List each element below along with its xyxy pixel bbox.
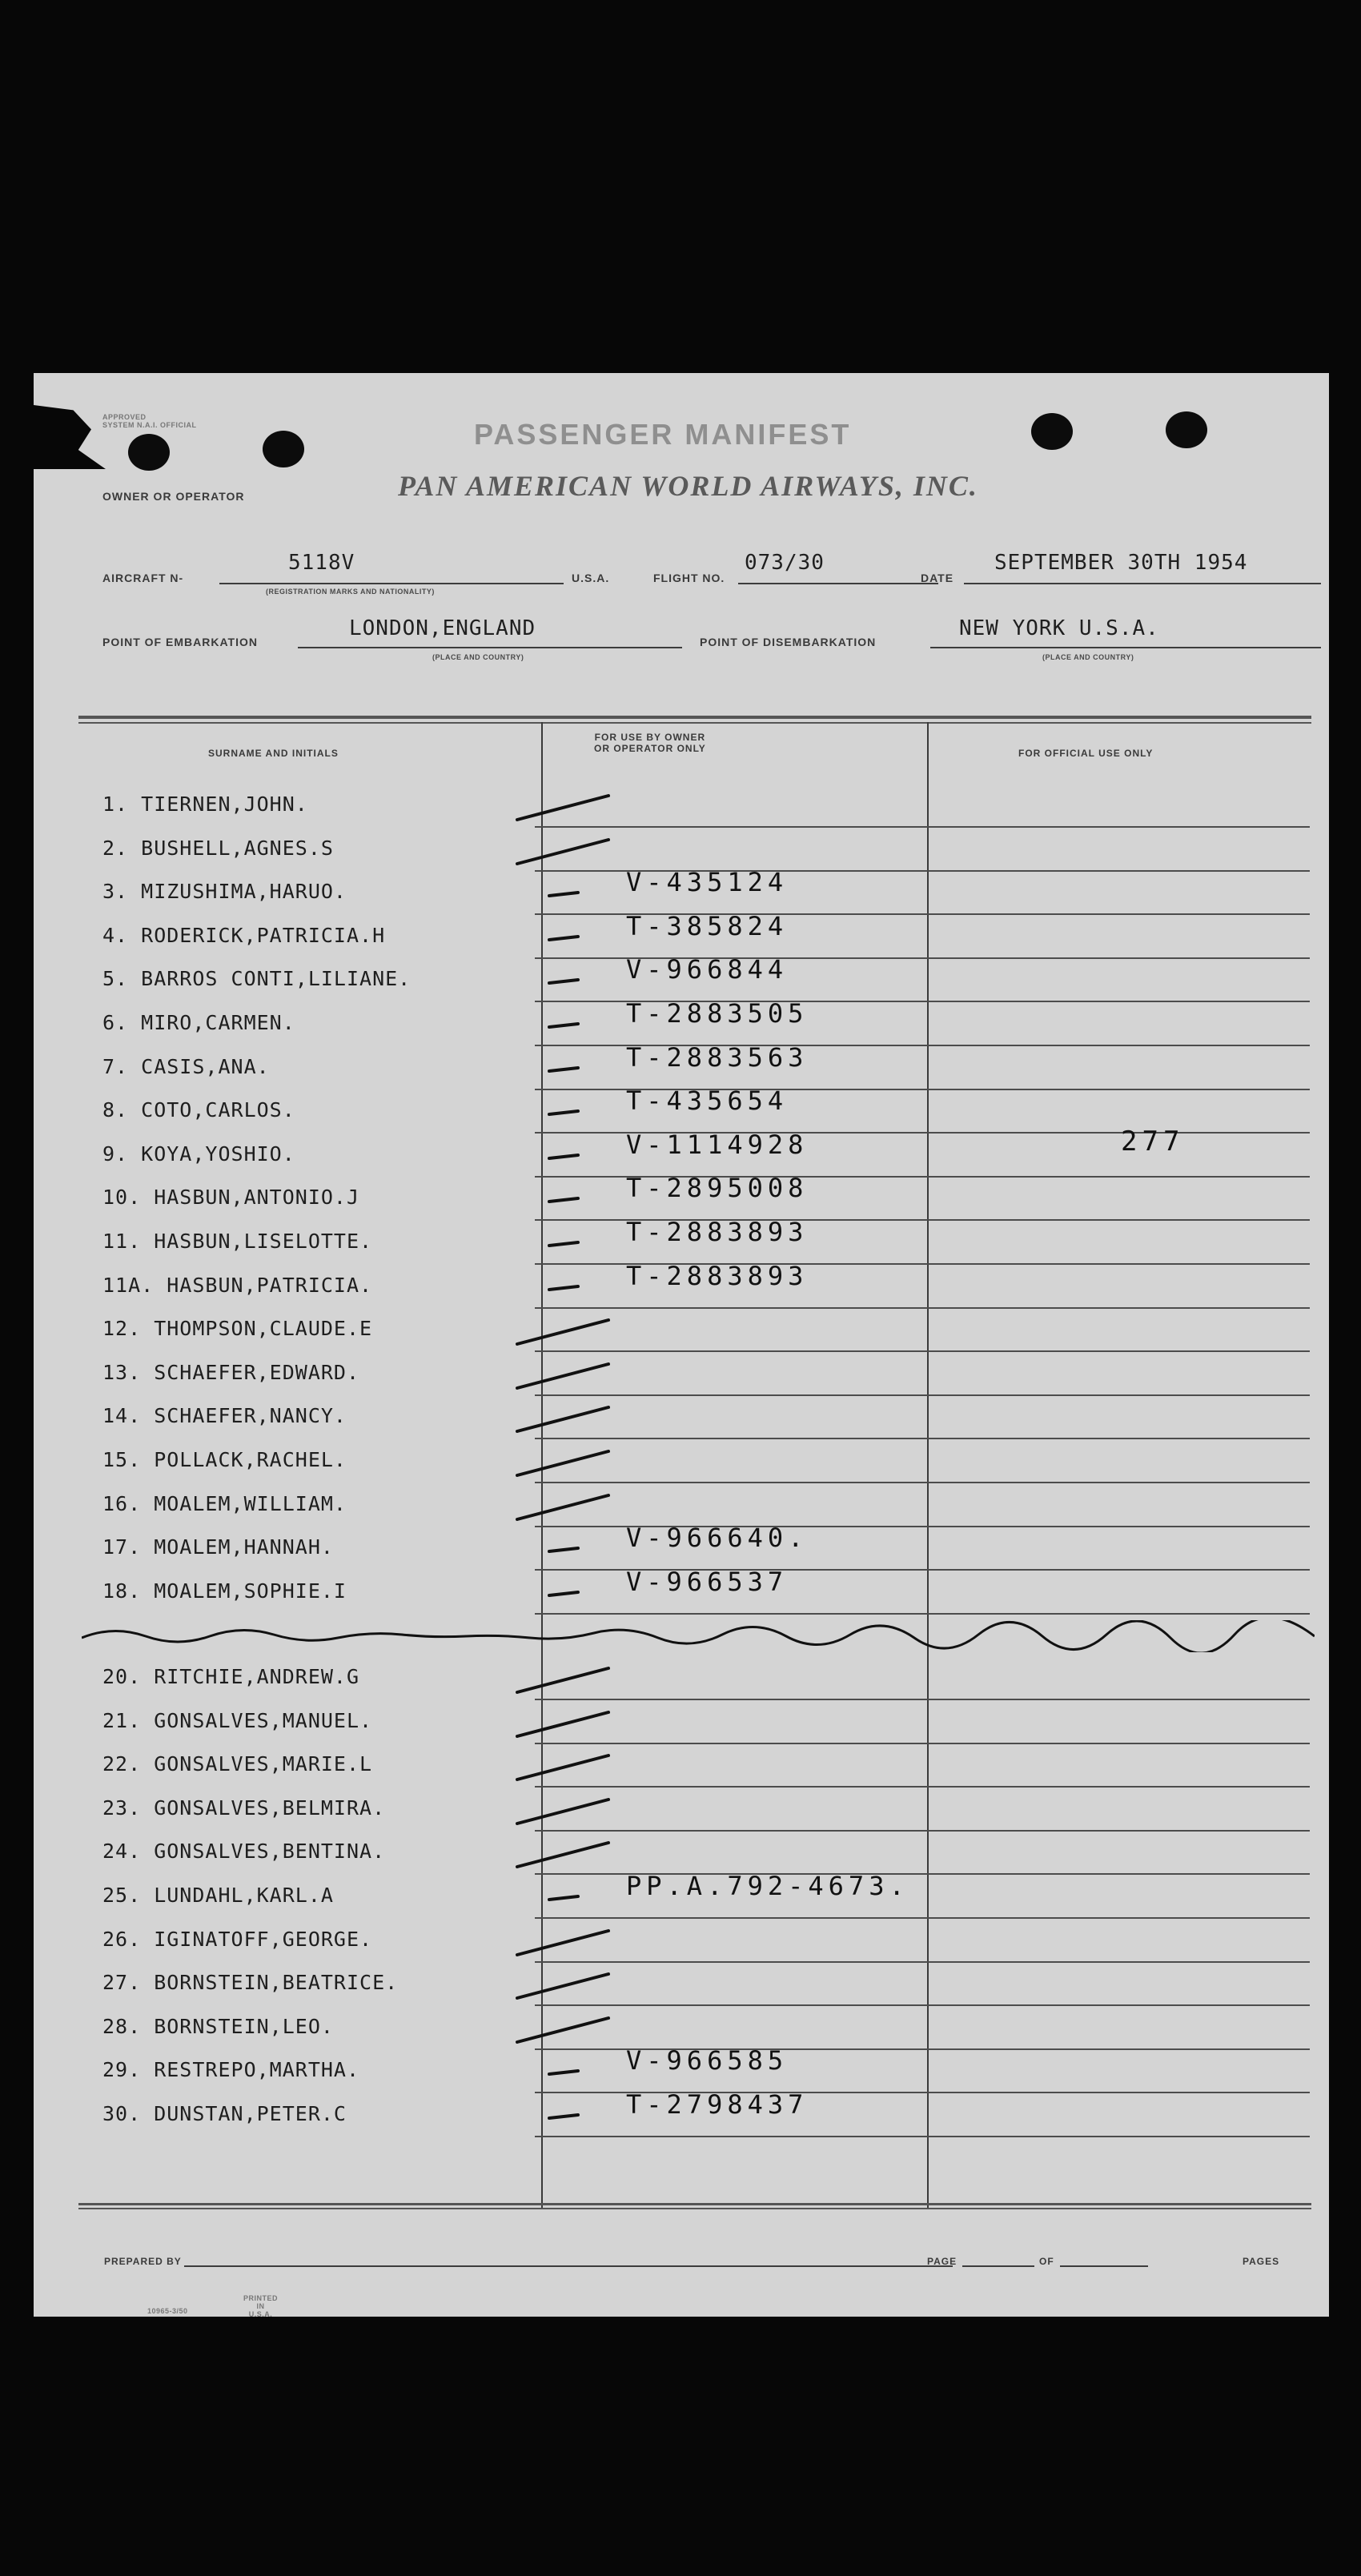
aircraft-sublabel: (REGISTRATION MARKS AND NATIONALITY) bbox=[266, 588, 435, 596]
check-mark-icon bbox=[501, 1657, 613, 1700]
passenger-name: 26. IGINATOFF,GEORGE. bbox=[102, 1927, 373, 1951]
passport-number: T-435654 bbox=[626, 1085, 789, 1117]
list-item bbox=[34, 1440, 1329, 1483]
list-item bbox=[34, 1657, 1329, 1700]
printed-stamp: PRINTED IN U.S.A. bbox=[243, 2294, 279, 2318]
punch-hole bbox=[1031, 413, 1073, 450]
list-item bbox=[34, 1309, 1329, 1352]
list-item bbox=[34, 1871, 1329, 1919]
date-value: SEPTEMBER 30TH 1954 bbox=[994, 551, 1248, 575]
passenger-name: 3. MIZUSHIMA,HARUO. bbox=[102, 880, 347, 904]
check-mark-icon bbox=[501, 1701, 613, 1744]
embark-value: LONDON,ENGLAND bbox=[349, 616, 536, 640]
of-line bbox=[1060, 2265, 1148, 2267]
owner-label: OWNER OR OPERATOR bbox=[102, 490, 245, 503]
list-item bbox=[34, 1484, 1329, 1527]
check-mark-icon bbox=[501, 1920, 613, 1963]
check-mark-icon bbox=[501, 2094, 613, 2137]
list-item bbox=[34, 910, 1329, 959]
approved-stamp: APPROVED SYSTEM N.A.I. OFFICIAL bbox=[102, 413, 197, 429]
passenger-name: 23. GONSALVES,BELMIRA. bbox=[102, 1796, 386, 1820]
check-mark-icon bbox=[501, 1178, 613, 1221]
passenger-name: 9. KOYA,YOSHIO. bbox=[102, 1142, 295, 1166]
check-mark-icon bbox=[501, 872, 613, 915]
check-mark-icon bbox=[501, 1571, 613, 1615]
passenger-name: 6. MIRO,CARMEN. bbox=[102, 1011, 295, 1034]
list-item bbox=[34, 829, 1329, 872]
list-item bbox=[34, 1173, 1329, 1221]
pages-label: PAGES bbox=[1243, 2256, 1280, 2267]
wavy-break-line bbox=[82, 1620, 1315, 1652]
table-top-rule bbox=[78, 716, 1311, 719]
passenger-name: 1. TIERNEN,JOHN. bbox=[102, 792, 308, 816]
passenger-name: 14. SCHAEFER,NANCY. bbox=[102, 1404, 347, 1428]
flight-line bbox=[738, 583, 938, 584]
passenger-name: 11. HASBUN,LISELOTTE. bbox=[102, 1230, 373, 1253]
table-bottom-rule bbox=[78, 2208, 1311, 2209]
passenger-name: 27. BORNSTEIN,BEATRICE. bbox=[102, 1971, 399, 1995]
list-item bbox=[34, 1396, 1329, 1439]
passport-number: T-2883505 bbox=[626, 998, 809, 1029]
check-mark-icon bbox=[501, 1396, 613, 1439]
passport-number: T-385824 bbox=[626, 910, 789, 941]
company-name: PAN AMERICAN WORLD AIRWAYS, INC. bbox=[398, 470, 978, 502]
check-mark-icon bbox=[501, 784, 613, 828]
check-mark-icon bbox=[501, 1484, 613, 1527]
list-item bbox=[34, 2089, 1329, 2137]
passenger-name: 20. RITCHIE,ANDREW.G bbox=[102, 1665, 360, 1688]
embark-sublabel: (PLACE AND COUNTRY) bbox=[432, 653, 524, 661]
check-mark-icon bbox=[501, 1134, 613, 1178]
list-item bbox=[34, 1701, 1329, 1744]
disembark-line bbox=[930, 647, 1321, 648]
passport-number: T-2883563 bbox=[626, 1041, 809, 1073]
passport-number: T-2798437 bbox=[626, 2089, 809, 2120]
column-header-names: SURNAME AND INITIALS bbox=[208, 748, 339, 759]
aircraft-line bbox=[219, 583, 564, 584]
manifest-sheet bbox=[34, 373, 1329, 2317]
check-mark-icon bbox=[501, 1832, 613, 1875]
list-item bbox=[34, 867, 1329, 915]
check-mark-icon bbox=[501, 1527, 613, 1571]
flight-value: 073/30 bbox=[745, 551, 825, 575]
column-header-owner: FOR USE BY OWNER OR OPERATOR ONLY bbox=[594, 732, 706, 754]
list-item bbox=[34, 784, 1329, 828]
passenger-name: 10. HASBUN,ANTONIO.J bbox=[102, 1186, 360, 1210]
list-item bbox=[34, 1260, 1329, 1309]
check-mark-icon bbox=[501, 1744, 613, 1788]
punch-hole bbox=[128, 434, 170, 471]
check-mark-icon bbox=[501, 2007, 613, 2050]
check-mark-icon bbox=[501, 1047, 613, 1090]
list-item bbox=[34, 1832, 1329, 1875]
embark-line bbox=[298, 647, 682, 648]
passport-number: T-2895008 bbox=[626, 1173, 809, 1204]
passport-number: V-966844 bbox=[626, 954, 789, 985]
passenger-name: 17. MOALEM,HANNAH. bbox=[102, 1535, 334, 1559]
passenger-name: 21. GONSALVES,MANUEL. bbox=[102, 1708, 373, 1732]
passenger-name: 25. LUNDAHL,KARL.A bbox=[102, 1884, 334, 1907]
date-label: DATE bbox=[921, 572, 954, 584]
passport-number: T-2883893 bbox=[626, 1217, 809, 1247]
country-label: U.S.A. bbox=[572, 572, 610, 584]
list-item bbox=[34, 2045, 1329, 2093]
check-mark-icon bbox=[501, 1266, 613, 1309]
disembark-sublabel: (PLACE AND COUNTRY) bbox=[1042, 653, 1134, 661]
disembark-value: NEW YORK U.S.A. bbox=[959, 616, 1159, 640]
list-item bbox=[34, 1523, 1329, 1571]
check-mark-icon bbox=[501, 916, 613, 959]
column-header-official: FOR OFFICIAL USE ONLY bbox=[1018, 748, 1154, 759]
check-mark-icon bbox=[501, 1353, 613, 1396]
passenger-name: 4. RODERICK,PATRICIA.H bbox=[102, 923, 386, 947]
check-mark-icon bbox=[501, 2050, 613, 2093]
prepared-by-line bbox=[184, 2265, 953, 2267]
passport-number: V-1114928 bbox=[626, 1129, 809, 1160]
aircraft-value: 5118V bbox=[288, 551, 355, 575]
list-item bbox=[34, 1920, 1329, 1963]
disembark-label: POINT OF DISEMBARKATION bbox=[700, 636, 877, 648]
passenger-name: 28. BORNSTEIN,LEO. bbox=[102, 2014, 334, 2038]
passenger-name: 29. RESTREPO,MARTHA. bbox=[102, 2058, 360, 2082]
check-mark-icon bbox=[501, 1222, 613, 1265]
passenger-name: 13. SCHAEFER,EDWARD. bbox=[102, 1360, 360, 1384]
flight-label: FLIGHT NO. bbox=[653, 572, 725, 584]
prepared-by-label: PREPARED BY bbox=[104, 2256, 182, 2267]
date-line bbox=[964, 583, 1321, 584]
passenger-name: 12. THOMPSON,CLAUDE.E bbox=[102, 1317, 373, 1341]
passenger-name: 11A. HASBUN,PATRICIA. bbox=[102, 1273, 373, 1297]
passport-number: PP.A.792-4673. bbox=[626, 1871, 909, 1901]
page-label: PAGE bbox=[927, 2256, 958, 2267]
torn-corner bbox=[34, 405, 106, 469]
passenger-name: 24. GONSALVES,BENTINA. bbox=[102, 1840, 386, 1864]
punch-hole bbox=[263, 431, 304, 467]
list-item bbox=[34, 1963, 1329, 2006]
check-mark-icon bbox=[501, 829, 613, 872]
passport-number: V-966585 bbox=[626, 2045, 789, 2076]
list-item bbox=[34, 1217, 1329, 1265]
passport-number: V-966640. bbox=[626, 1523, 809, 1554]
passenger-name: 30. DUNSTAN,PETER.C bbox=[102, 2102, 347, 2125]
check-mark-icon bbox=[501, 1309, 613, 1352]
list-item bbox=[34, 954, 1329, 1002]
list-item bbox=[34, 1744, 1329, 1788]
check-mark-icon bbox=[501, 1003, 613, 1046]
passenger-name: 5. BARROS CONTI,LILIANE. bbox=[102, 967, 412, 991]
punch-hole bbox=[1166, 411, 1207, 448]
passenger-name: 18. MOALEM,SOPHIE.I bbox=[102, 1579, 347, 1603]
check-mark-icon bbox=[501, 1963, 613, 2006]
embark-label: POINT OF EMBARKATION bbox=[102, 636, 258, 648]
page-line bbox=[962, 2265, 1034, 2267]
row-rule bbox=[535, 2136, 1310, 2137]
passenger-name: 8. COTO,CARLOS. bbox=[102, 1098, 295, 1122]
passenger-name: 2. BUSHELL,AGNES.S bbox=[102, 836, 334, 860]
passenger-name: 15. POLLACK,RACHEL. bbox=[102, 1448, 347, 1471]
form-title: PASSENGER MANIFEST bbox=[474, 418, 852, 451]
official-note: 277 bbox=[1121, 1125, 1185, 1158]
list-item bbox=[34, 1353, 1329, 1396]
aircraft-label: AIRCRAFT N- bbox=[102, 572, 184, 584]
passport-number: V-966537 bbox=[626, 1566, 789, 1597]
list-item bbox=[34, 998, 1329, 1046]
check-mark-icon bbox=[501, 959, 613, 1002]
list-item bbox=[34, 1788, 1329, 1832]
of-label: OF bbox=[1039, 2256, 1054, 2267]
check-mark-icon bbox=[501, 1788, 613, 1832]
table-bottom-rule bbox=[78, 2203, 1311, 2205]
list-item bbox=[34, 2007, 1329, 2050]
check-mark-icon bbox=[501, 1440, 613, 1483]
list-item bbox=[34, 1566, 1329, 1615]
passenger-name: 22. GONSALVES,MARIE.L bbox=[102, 1752, 373, 1776]
list-item bbox=[34, 1041, 1329, 1090]
passport-number: V-435124 bbox=[626, 867, 789, 898]
check-mark-icon bbox=[501, 1090, 613, 1134]
check-mark-icon bbox=[501, 1876, 613, 1919]
row-rule bbox=[535, 1613, 1310, 1615]
passenger-name: 7. CASIS,ANA. bbox=[102, 1054, 270, 1078]
passport-number: T-2883893 bbox=[626, 1260, 809, 1291]
table-top-rule bbox=[78, 722, 1311, 724]
form-number: 10965-3/50 bbox=[147, 2307, 188, 2315]
passenger-name: 16. MOALEM,WILLIAM. bbox=[102, 1491, 347, 1515]
